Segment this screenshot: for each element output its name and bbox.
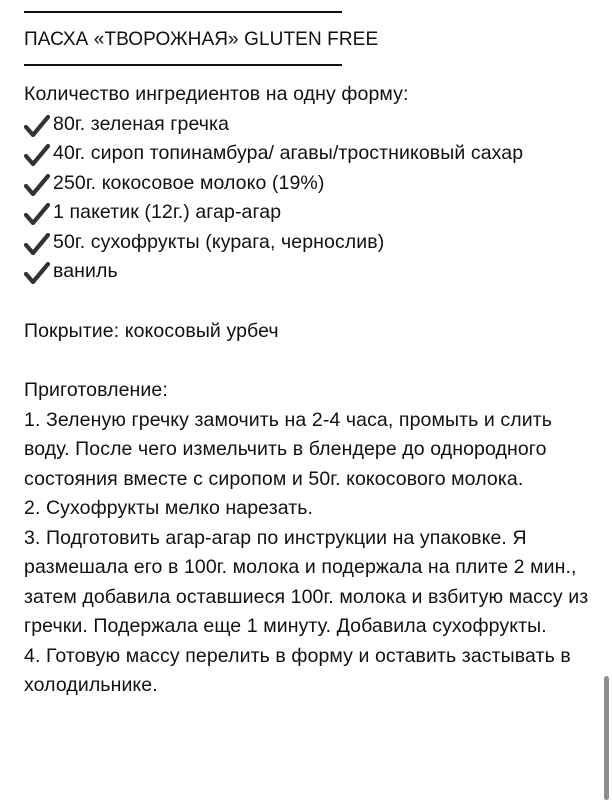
step-item: 3. Подготовить агар-агар по инструкции на упаковке. Я размешала его в 100г. молока и подержала на плите 2 мин., затем добавила оставшиеся 100г. молока и взбитую массу из гречки. Подержала еще 1 минуту. Добавила сухофрукты.: [24, 526, 589, 637]
ingredient-text: 50г. сухофрукты (курага, чернослив): [53, 230, 385, 253]
checkmark-icon: [24, 233, 50, 255]
ingredient-text: ваниль: [53, 260, 118, 282]
ingredient-text: 250г. кокосовое молоко (19%): [53, 171, 325, 194]
ingredients-list: [24, 110, 594, 287]
top-divider: [24, 11, 342, 13]
checkmark-icon: [24, 115, 50, 137]
checkmark-icon: [24, 174, 50, 196]
ingredient-item: [24, 198, 594, 228]
steps-list: [24, 406, 594, 701]
preparation-header: Приготовление:: [24, 379, 168, 401]
ingredients-header: Количество ингредиентов на одну форму:: [24, 83, 409, 105]
bottom-divider: [24, 64, 342, 66]
ingredient-text: 1 пакетик (12г.) агар-агар: [53, 201, 282, 223]
ingredient-text: 40г. сироп топинамбура/ агавы/тростниковый сахар: [53, 142, 524, 164]
step-item: 2. Сухофрукты мелко нарезать.: [24, 497, 314, 519]
vertical-scrollbar[interactable]: [604, 676, 609, 800]
step-item: 4. Готовую массу перелить в форму и оставить застывать в холодильнике.: [24, 644, 571, 696]
ingredient-item: [24, 139, 594, 169]
ingredient-item: [24, 169, 594, 199]
recipe-document: [24, 0, 594, 701]
ingredient-text: 80г. зеленая гречка: [53, 112, 230, 135]
ingredient-item: [24, 228, 594, 258]
checkmark-icon: [24, 262, 50, 284]
step-item: 1. Зеленую гречку замочить на 2-4 часа, промыть и слить воду. После чего измельчить в блендере до однородного состояния вместе с сиропом и 50г. кокосового молока.: [24, 408, 553, 490]
checkmark-icon: [24, 203, 50, 225]
topping-line: Покрытие: кокосовый урбеч: [24, 319, 279, 342]
recipe-title: ПАСХА «ТВОРОЖНАЯ» GLUTEN FREE: [24, 29, 379, 50]
ingredient-item: [24, 110, 594, 140]
ingredient-item: [24, 257, 594, 287]
